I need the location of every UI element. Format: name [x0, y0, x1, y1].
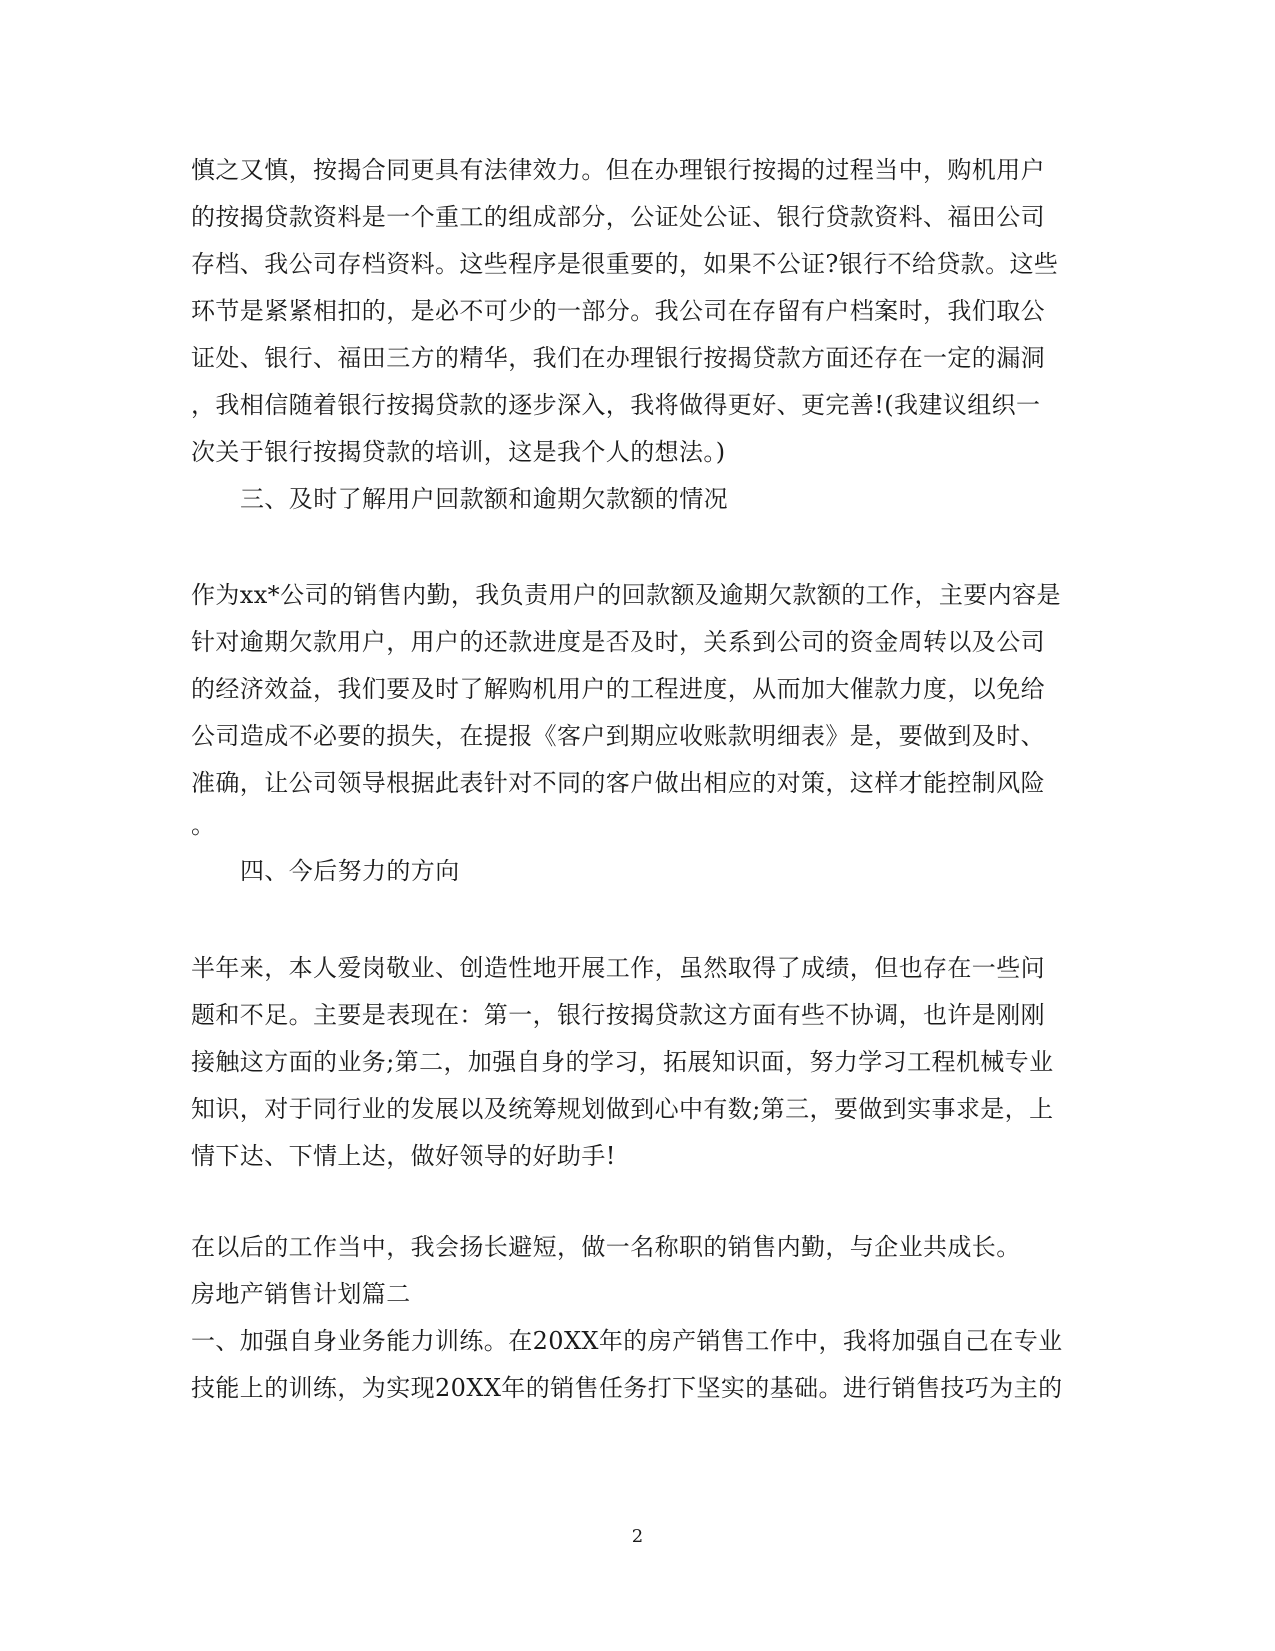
paragraph-line: 针对逾期欠款用户，用户的还款进度是否及时，关系到公司的资金周转以及公司	[191, 628, 1045, 656]
paragraph-line: 存档、我公司存档资料。这些程序是很重要的，如果不公证?银行不给贷款。这些	[191, 250, 1059, 278]
paragraph-line: 半年来，本人爱岗敬业、创造性地开展工作，虽然取得了成绩，但也存在一些问	[191, 954, 1045, 982]
paragraph-line: ，我相信随着银行按揭贷款的逐步深入，我将做得更好、更完善!(我建议组织一	[191, 391, 1041, 419]
paragraph-line: 情下达、下情上达，做好领导的好助手!	[191, 1142, 616, 1170]
paragraph-line: 作为xx*公司的销售内勤，我负责用户的回款额及逾期欠款额的工作，主要内容是	[191, 581, 1061, 609]
section-heading: 三、及时了解用户回款额和逾期欠款额的情况	[240, 485, 728, 513]
paragraph-line: 的按揭贷款资料是一个重工的组成部分，公证处公证、银行贷款资料、福田公司	[191, 203, 1045, 231]
page-number: 2	[631, 1526, 644, 1547]
paragraph-line: 接触这方面的业务;第二，加强自身的学习，拓展知识面，努力学习工程机械专业	[191, 1048, 1054, 1076]
paragraph-line: 知识，对于同行业的发展以及统筹规划做到心中有数;第三，要做到实事求是，上	[191, 1095, 1054, 1123]
paragraph-line: 公司造成不必要的损失，在提报《客户到期应收账款明细表》是，要做到及时、	[191, 722, 1045, 750]
section-heading: 四、今后努力的方向	[240, 857, 460, 885]
paragraph-line: 一、加强自身业务能力训练。在20XX年的房产销售工作中，我将加强自己在专业	[191, 1327, 1063, 1355]
paragraph-line: 次关于银行按揭贷款的培训，这是我个人的想法。)	[191, 438, 726, 466]
paragraph-line: 证处、银行、福田三方的精华，我们在办理银行按揭贷款方面还存在一定的漏洞	[191, 344, 1045, 372]
paragraph-line: 技能上的训练，为实现20XX年的销售任务打下坚实的基础。进行销售技巧为主的	[191, 1374, 1063, 1402]
paragraph-line: 准确，让公司领导根据此表针对不同的客户做出相应的对策，这样才能控制风险	[191, 769, 1045, 797]
paragraph-line: 环节是紧紧相扣的，是必不可少的一部分。我公司在存留有户档案时，我们取公	[191, 297, 1045, 325]
paragraph-line: 题和不足。主要是表现在：第一，银行按揭贷款这方面有些不协调，也许是刚刚	[191, 1001, 1045, 1029]
paragraph-line: 在以后的工作当中，我会扬长避短，做一名称职的销售内勤，与企业共成长。	[191, 1233, 1021, 1261]
paragraph-line: 慎之又慎，按揭合同更具有法律效力。但在办理银行按揭的过程当中，购机用户	[191, 156, 1045, 184]
paragraph-line: 。	[191, 811, 216, 839]
section-title: 房地产销售计划篇二	[191, 1280, 411, 1308]
paragraph-line: 的经济效益，我们要及时了解购机用户的工程进度，从而加大催款力度，以免给	[191, 675, 1045, 703]
